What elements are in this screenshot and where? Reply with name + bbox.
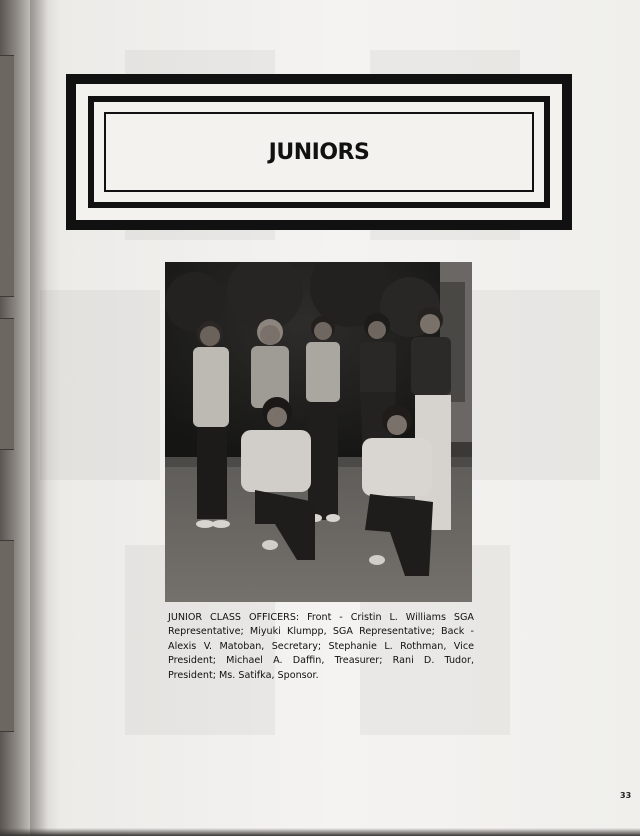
show-through xyxy=(470,290,600,480)
person-back-1 xyxy=(193,321,230,528)
gutter-shadow xyxy=(30,0,48,836)
heading-frame xyxy=(66,74,572,230)
page-title: JUNIORS xyxy=(268,139,370,165)
photo-illustration xyxy=(165,262,472,602)
show-through xyxy=(40,290,160,480)
person-back-3 xyxy=(306,316,340,522)
photo-caption: JUNIOR CLASS OFFICERS: Front - Cristin L. Williams SGA Representative; Miyuki Klumpp, SGA Representative; Back - Alexis V. Matoban, Secretary; Stephanie L. Rothman, Vice President; Michael A. Daffin, Treasurer; Rani D. Tudor, President; Ms. Satifka, Sponsor. xyxy=(168,612,474,681)
facing-page-photo-strip xyxy=(0,55,14,297)
facing-page-edge xyxy=(0,0,34,836)
person-back-5 xyxy=(411,307,451,530)
facing-page-photo-strip xyxy=(0,318,14,450)
page-bottom-edge xyxy=(0,828,640,836)
class-officers-photo xyxy=(165,262,472,602)
facing-page-photo-strip xyxy=(0,540,14,732)
page-number: 33 xyxy=(620,791,632,800)
